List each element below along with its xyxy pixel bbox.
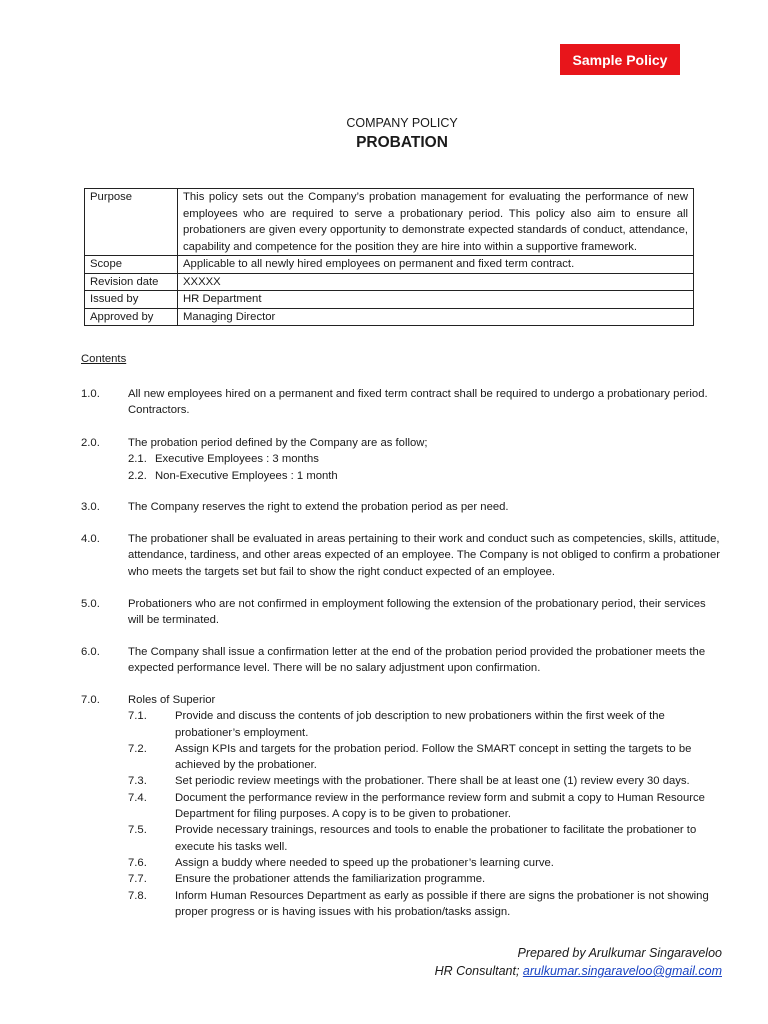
subsection-number: 2.2. [128, 469, 147, 482]
subsection-text: Executive Employees : 3 months [155, 453, 319, 466]
section-text: Roles of Superior [128, 694, 216, 706]
role-text: Assign a buddy where needed to speed up the probationer’s learning curve. [175, 856, 554, 869]
role-7-1 [128, 708, 723, 741]
section-6 [81, 644, 723, 677]
role-number: 7.2. [128, 742, 147, 755]
section-text: The Company reserves the right to extend the probation period as per need. [128, 501, 509, 513]
footer-signature [435, 944, 722, 980]
consultant-label: HR Consultant; [434, 964, 523, 978]
section-text: All new employees hired on a permanent and fixed term contract shall be required to undergo a probationary period. Contractors. [128, 388, 708, 417]
role-7-5 [128, 822, 723, 855]
role-text: Assign KPIs and targets for the probation period. Follow the SMART concept in setting the targets to be achieved by the probationer. [175, 742, 692, 772]
meta-label-revision-date: Revision date [85, 273, 178, 291]
role-number: 7.8. [128, 889, 147, 902]
subsection-2-1 [128, 451, 723, 467]
meta-label-issued-by: Issued by [85, 291, 178, 309]
meta-value-issued-by: HR Department [178, 291, 694, 309]
sample-policy-badge: Sample Policy [560, 44, 680, 75]
meta-value-approved-by: Managing Director [178, 308, 694, 326]
section-number: 2.0. [81, 437, 100, 449]
section-5 [81, 596, 723, 629]
role-text: Inform Human Resources Department as early as possible if there are signs the probationer is not showing proper progress or is having issues with his probation/tasks assign. [175, 889, 709, 918]
meta-value-revision-date: XXXXX [178, 273, 694, 291]
subsection-text: Non-Executive Employees : 1 month [155, 469, 338, 482]
table-row [85, 189, 694, 256]
section-number: 4.0. [81, 533, 100, 545]
section-text: The Company shall issue a confirmation letter at the end of the probation period provided the probationer meets the expected performance level. There will be no salary adjustment upon confirmation. [128, 646, 706, 675]
prepared-by-line: Prepared by Arulkumar Singaraveloo [517, 946, 722, 960]
contents-heading: Contents [81, 353, 127, 365]
role-text: Set periodic review meetings with the probationer. There shall be at least one (1) review every 30 days. [175, 775, 690, 788]
role-number: 7.6. [128, 856, 147, 869]
role-number: 7.5. [128, 824, 147, 837]
table-row [85, 291, 694, 309]
role-number: 7.7. [128, 873, 147, 886]
role-text: Ensure the probationer attends the familiarization programme. [175, 873, 486, 886]
subsection-number: 2.1. [128, 453, 147, 466]
section-number: 3.0. [81, 501, 100, 513]
role-7-2 [128, 741, 723, 774]
role-text: Provide necessary trainings, resources and tools to enable the probationer to facilitate the probationer to execute his tasks well. [175, 824, 697, 853]
section-text: Probationers who are not confirmed in employment following the extension of the probationary period, their services will be terminated. [128, 598, 706, 627]
meta-label-approved-by: Approved by [85, 308, 178, 326]
role-number: 7.3. [128, 775, 147, 788]
role-number: 7.4. [128, 791, 147, 804]
role-text: Document the performance review in the performance review form and submit a copy to Human Resource Department for filing purposes. A copy is to be given to probationer. [175, 791, 705, 821]
section-number: 5.0. [81, 598, 100, 610]
subsection-2-2 [128, 468, 723, 484]
table-row [85, 308, 694, 326]
section-number: 6.0. [81, 646, 100, 658]
table-row [85, 273, 694, 291]
section-2 [81, 435, 723, 484]
meta-label-purpose: Purpose [85, 189, 178, 256]
page-title: PROBATION [356, 134, 448, 151]
role-number: 7.1. [128, 710, 147, 723]
email-link[interactable]: arulkumar.singaraveloo@gmail.com [522, 964, 722, 978]
section-text: The probation period defined by the Company are as follow; [128, 437, 428, 449]
meta-value-purpose: This policy sets out the Company’s probation management for evaluating the performance of new employees who are required to serve a probationary period. This policy also aim to ensure all probationers are given every opportunity to demonstrate expected standards of conduct, attendance, capability and competence for the position they are hire into within a supportive framework. [178, 189, 694, 256]
table-row [85, 256, 694, 274]
role-7-4 [128, 790, 723, 823]
role-text: Provide and discuss the contents of job description to new probationers within the first week of the probationer’s employment. [175, 710, 665, 739]
role-7-3 [128, 773, 723, 789]
section-1 [81, 386, 723, 419]
section-number: 7.0. [81, 694, 100, 706]
section-7 [81, 692, 723, 920]
meta-value-scope: Applicable to all newly hired employees on permanent and fixed term contract. [178, 256, 694, 274]
section-text: The probationer shall be evaluated in areas pertaining to their work and conduct such as competencies, skills, attitude, attendance, tardiness, and other areas expected of an employee. The Company is not obliged to confirm a probationer who meets the targets set but fail to show the right conduct expected of an employee. [128, 533, 720, 578]
consultant-line [435, 962, 722, 980]
policy-kicker: COMPANY POLICY [346, 116, 458, 130]
policy-meta-table [84, 188, 694, 326]
role-7-6 [128, 855, 723, 871]
section-4 [81, 531, 723, 580]
role-7-8 [128, 888, 723, 921]
section-number: 1.0. [81, 388, 100, 400]
section-3 [81, 499, 723, 515]
meta-label-scope: Scope [85, 256, 178, 274]
role-7-7 [128, 871, 723, 887]
